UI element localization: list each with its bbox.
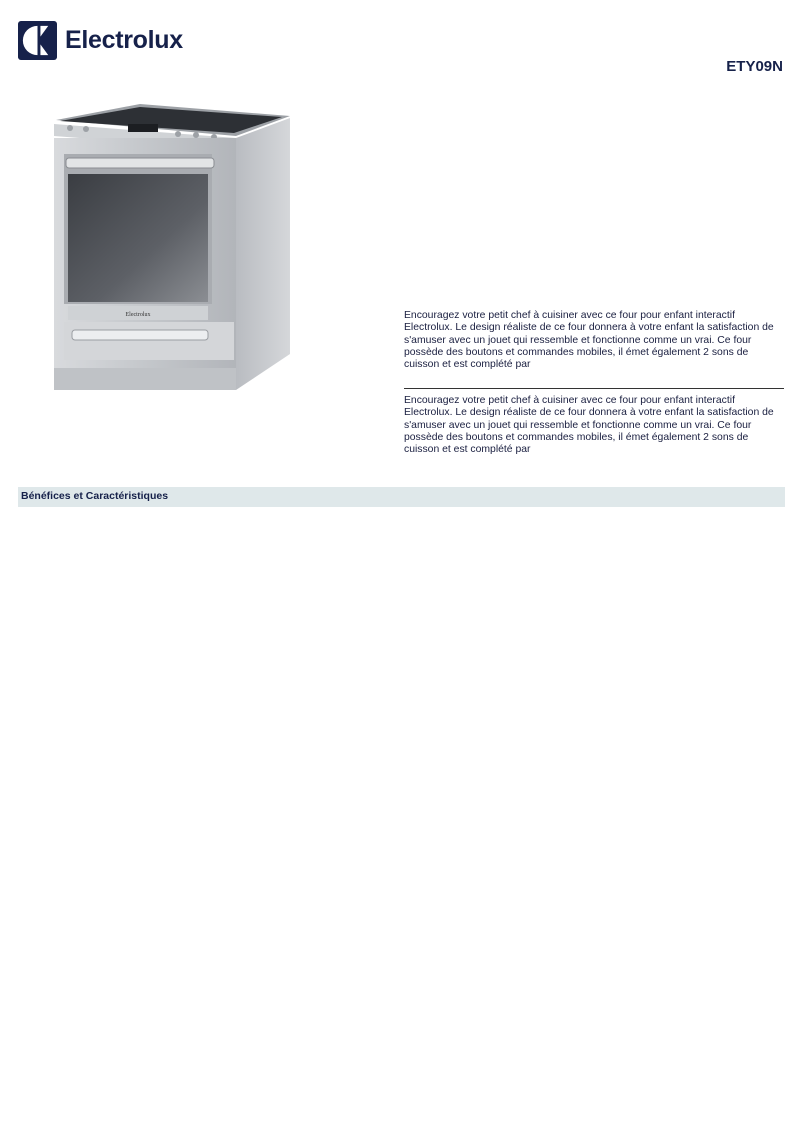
svg-text:Electrolux: Electrolux xyxy=(125,312,151,318)
section-title: Bénéfices et Caractéristiques xyxy=(21,490,169,502)
divider xyxy=(404,388,784,389)
electrolux-logo-icon xyxy=(18,21,57,60)
product-description-repeat: Encouragez votre petit chef à cuisiner avec ce four pour enfant interactif Electrolux. Le design réaliste de ce four donnera à votre enfant la satisfaction de s'amuser avec un jouet qui ressemble et fonctionne comme un vrai. Ce four possède des boutons et commandes mobiles, il émet également 2 sons de cuisson et est complété par xyxy=(404,395,774,456)
oven-toy-image xyxy=(50,102,294,392)
brand-name: Electrolux xyxy=(65,26,183,54)
product-description: Encouragez votre petit chef à cuisiner avec ce four pour enfant interactif Electrolux. Le design réaliste de ce four donnera à votre enfant la satisfaction de s'amuser avec un jouet qui ressemble et fonctionne comme un vrai. Ce four possède des boutons et commandes mobiles, il émet également 2 sons de cuisson et est complété par xyxy=(404,310,774,371)
model-number: ETY09N xyxy=(726,58,783,75)
brand-logo xyxy=(18,21,183,60)
features-section-header xyxy=(18,487,785,507)
